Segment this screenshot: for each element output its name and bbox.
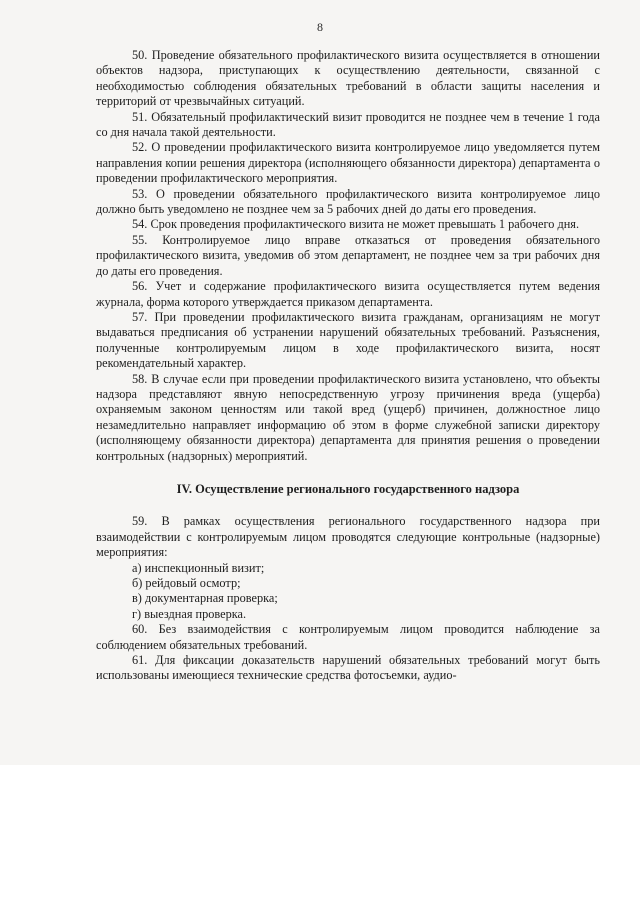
document-body — [96, 48, 600, 684]
paragraph-50: 50. Проведение обязательного профилактического визита осуществляется в отношении объектов надзора, приступающих к осуществлению деятельности, связанной с необходимостью соблюдения обязательных требований в области защиты населения и территорий от чрезвычайных ситуаций. — [96, 48, 600, 109]
paragraph-53: 53. О проведении обязательного профилактического визита контролируемое лицо должно быть уведомлено не позднее чем за 5 рабочих дней до даты его проведения. — [96, 186, 600, 217]
blank-area — [0, 765, 640, 905]
paragraph-55: 55. Контролируемое лицо вправе отказаться от проведения обязательного профилактического визита, уведомив об этом департамент, не позднее чем за три рабочих дня до даты его проведения. — [96, 232, 600, 278]
paragraph-51: 51. Обязательный профилактический визит проводится не позднее чем в течение 1 года со дня начала такой деятельности. — [96, 109, 600, 140]
paragraph-57: 57. При проведении профилактического визита гражданам, организациям не могут выдаваться предписания об устранении нарушений обязательных требований. Разъяснения, полученные контролируемым лицом в ходе профилактического визита, носят рекомендательный характер. — [96, 309, 600, 371]
paragraph-61: 61. Для фиксации доказательств нарушений обязательных требований могут быть использованы имеющиеся технические средства фотосъемки, аудио- — [96, 653, 600, 683]
paragraph-60: 60. Без взаимодействия с контролируемым лицом проводится наблюдение за соблюдением обязательных требований. — [96, 622, 600, 652]
paragraph-54: 54. Срок проведения профилактического визита не может превышать 1 рабочего дня. — [132, 217, 580, 232]
paragraph-52: 52. О проведении профилактического визита контролируемое лицо уведомляется путем направления копии решения директора (исполняющего обязанности директора) департамента о проведении профилактического мероприятия. — [96, 140, 600, 186]
paragraph-59: 59. В рамках осуществления регионального государственного надзора при взаимодействии с контролируемым лицом проводятся следующие контрольные (надзорные) мероприятия: — [96, 514, 600, 560]
list-item-c: в) документарная проверка; — [132, 591, 278, 606]
list-item-a: а) инспекционный визит; — [132, 560, 265, 575]
section-heading: IV. Осуществление регионального государственного надзора — [176, 481, 520, 496]
paragraph-56: 56. Учет и содержание профилактического визита осуществляется путем ведения журнала, форма которого утверждается приказом департамента. — [96, 279, 600, 309]
list-item-d: г) выездная проверка. — [132, 606, 247, 621]
paragraph-58: 58. В случае если при проведении профилактического визита установлено, что объекты надзора представляют явную непосредственную угрозу причинения вреда (ущерба) охраняемым законом ценностям или такой вред (ущерб) причинен, должностное лицо незамедлительно направляет информацию об этом в форме служебной записки директору (исполняющему обязанности директора) департамента для принятия решения о проведении контрольных (надзорных) мероприятий. — [96, 371, 600, 463]
page-number: 8 — [317, 20, 323, 34]
list-item-b: б) рейдовый осмотр; — [132, 576, 241, 590]
